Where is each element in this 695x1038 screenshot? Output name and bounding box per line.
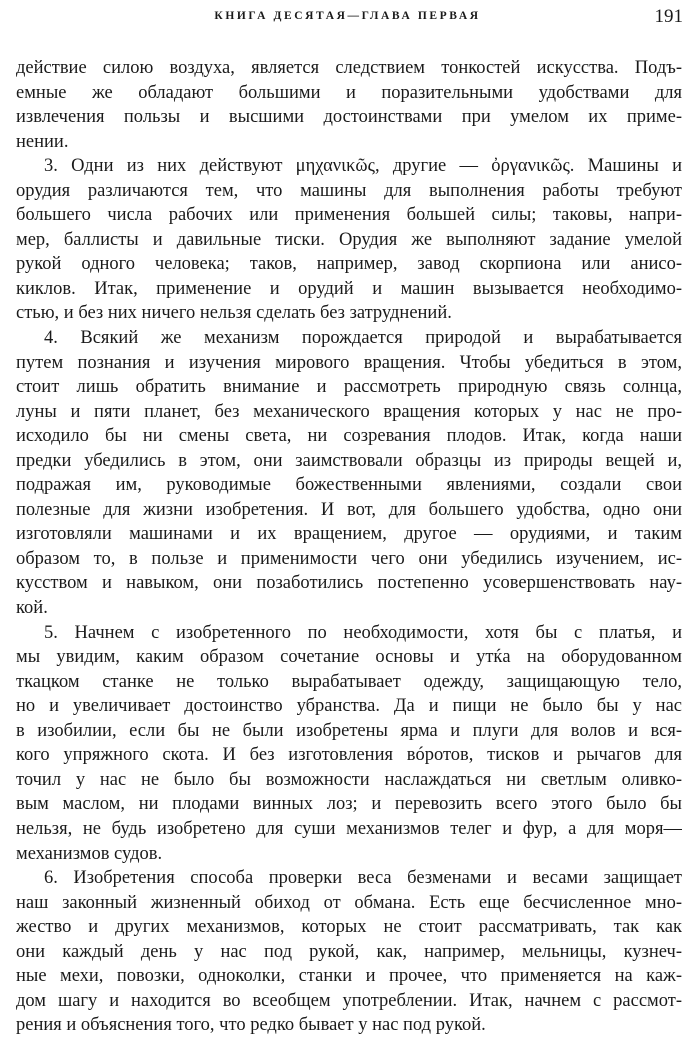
text-line: 4. Всякий же механизм порождается природой и вырабатывается	[44, 328, 682, 349]
text-line: исходило бы ни смены света, ни созревания плодов. Итак, когда наши	[16, 426, 682, 447]
text-line: стоит лишь обратить внимание и рассмотреть природную связь солнца,	[16, 377, 682, 398]
text-line: ткацком станке не только вырабатывает одежду, защищающую тело,	[16, 671, 682, 692]
text-line: киклов. Итак, применение и орудий и машин вызывается необходимо-	[16, 278, 682, 299]
text-line: ные мехи, повозки, одноколки, станки и прочее, что применяется на каж-	[16, 966, 682, 987]
text-line: изготовляли машинами и их вращением, другое — орудиями, и таким	[16, 524, 682, 545]
text-line: предки убедились в этом, они заимствовали образцы из природы вещей и,	[16, 450, 682, 471]
text-line: стью, и без них ничего нельзя сделать без затруднений.	[16, 303, 452, 324]
text-line: рения и объяснения того, что редко бывает у нас под рукой.	[16, 1015, 486, 1036]
text-line: нельзя, не будь изобретено для суши механизмов телег и фур, а для моря—	[16, 818, 682, 839]
page-header	[0, 6, 695, 30]
text-line: емные же обладают большими и поразительными удобствами для	[16, 82, 682, 103]
paragraph	[16, 621, 682, 866]
paragraph	[16, 154, 682, 326]
text-line: но и увеличивает достоинство убранства. Да и пищи не было бы у нас	[16, 696, 682, 717]
page-number: 191	[654, 6, 683, 27]
text-line: механизмов судов.	[16, 843, 163, 864]
text-line: вым маслом, ни плодами винных лоз; и перевозить всего этого было бы	[16, 794, 682, 815]
text-line: 5. Начнем с изобретенного по необходимости, хотя бы с платья, и	[44, 622, 682, 643]
text-line: орудия различаются тем, что машины для выполнения работы требуют	[16, 180, 682, 201]
text-line: дом шагу и находится во всеобщем употреблении. Итак, начнем с рассмот-	[16, 990, 682, 1011]
page-body	[16, 56, 682, 1038]
text-line: точил у нас не было бы возможности наслаждаться ни светлым оливко-	[16, 769, 682, 790]
paragraph	[16, 326, 682, 621]
text-line: действие силою воздуха, является следствием тонкостей искусства. Подъ-	[16, 58, 682, 78]
paragraph	[16, 56, 682, 154]
text-line: извлечения пользы и высшими достоинствами при умелом их приме-	[16, 107, 682, 128]
text-line: путем познания и изучения мирового вращения. Чтобы убедиться в этом,	[16, 352, 682, 373]
text-line: луны и пяти планет, без механического вращения которых у нас не про-	[16, 401, 682, 422]
running-title: КНИГА ДЕСЯТАЯ—ГЛАВА ПЕРВАЯ	[214, 10, 481, 22]
text-line: рукой одного человека; таков, например, завод скорпиона или анисо-	[16, 254, 682, 275]
text-line: кого упряжного скота. И без изготовления вóротов, тисков и рычагов для	[16, 745, 682, 766]
text-line: 6. Изобретения способа проверки веса безменами и весами защищает	[44, 868, 682, 889]
text-line: наш законный жизненный обиход от обмана. Есть еще бесчисленное мно-	[16, 892, 682, 913]
text-line: кой.	[16, 598, 48, 619]
text-line: мы увидим, каким образом сочетание основы и утќа на оборудованном	[16, 647, 682, 668]
text-line: жество и других механизмов, которых не стоит рассматривать, так как	[16, 917, 682, 938]
text-line: мер, баллисты и давильные тиски. Орудия же выполняют задание умелой	[16, 229, 682, 250]
text-line: подражая им, руководимые божественными явлениями, создали свои	[16, 475, 682, 496]
text-line: они каждый день у нас под рукой, как, например, мельницы, кузнеч-	[16, 941, 682, 962]
text-line: в изобилии, если бы не были изобретены ярма и плуги для волов и вся-	[16, 720, 682, 741]
text-line: кусством и навыком, они позаботились постепенно усовершенствовать нау-	[16, 573, 682, 594]
text-line: 3. Одни из них действуют μηχανικῶς, другие — ὀργανικῶς. Машины и	[44, 156, 682, 177]
text-line: полезные для жизни изобретения. И вот, для большего удобства, одно они	[16, 499, 682, 520]
text-line: образом то, в пользе и применимости чего они убедились изучением, ис-	[16, 548, 682, 569]
paragraph	[16, 866, 682, 1038]
text-line: большего числа рабочих или применения большей силы; таковы, напри-	[16, 205, 682, 226]
text-line: нении.	[16, 131, 69, 152]
